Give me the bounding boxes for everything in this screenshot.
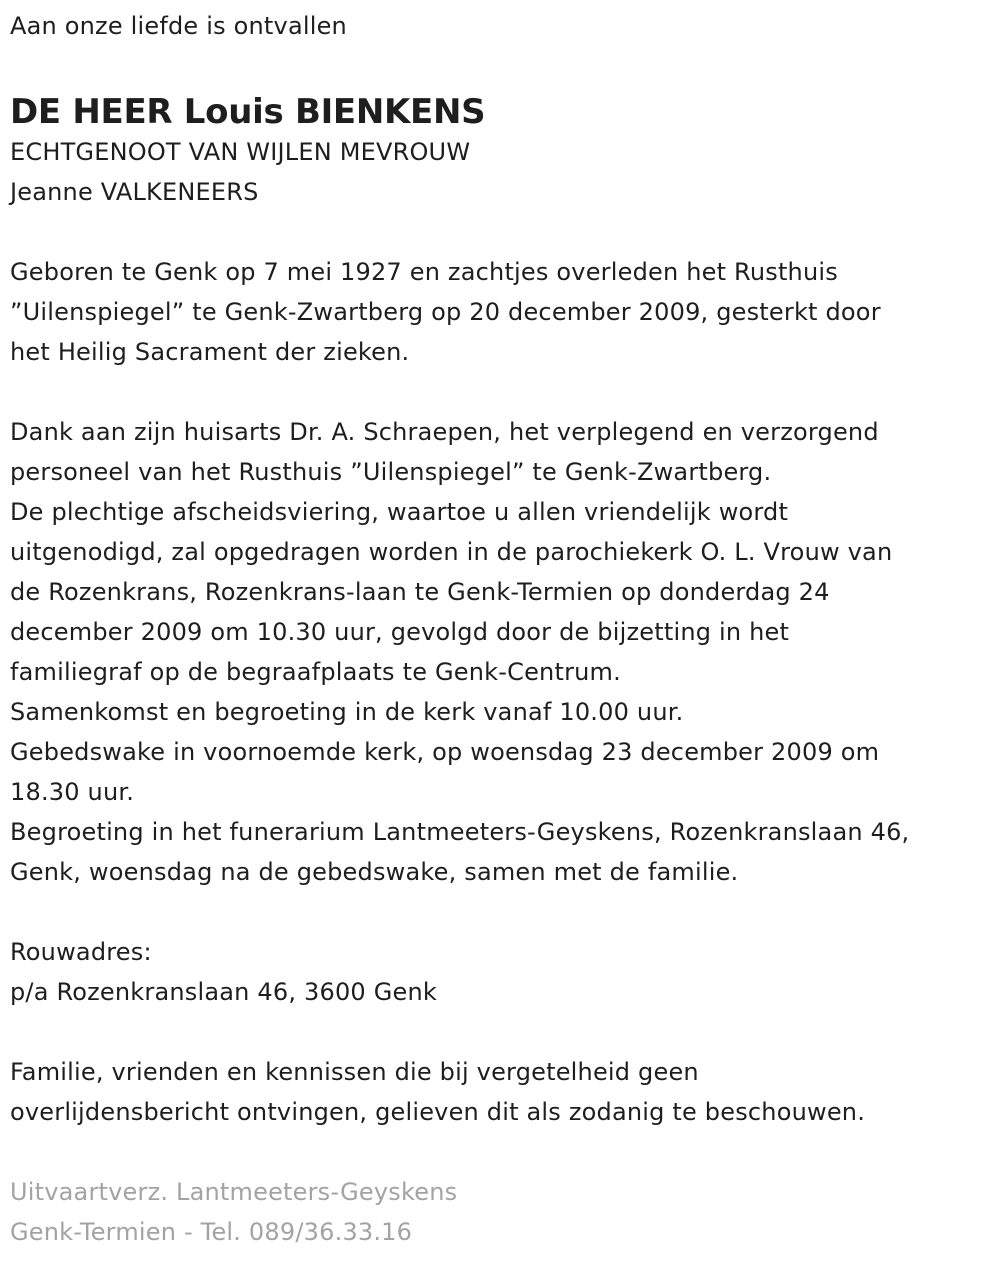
- spacer: [10, 892, 995, 932]
- paragraph-line: familiegraf op de begraafplaats te Genk-Centrum.: [10, 658, 621, 686]
- spacer: [10, 1132, 995, 1172]
- paragraph-line: Familie, vrienden en kennissen die bij vergetelheid geen: [10, 1058, 699, 1086]
- spacer: [10, 372, 995, 412]
- paragraph-line: het Heilig Sacrament der zieken.: [10, 338, 410, 366]
- funeral-home-contact: Genk-Termien - Tel. 089/36.33.16: [10, 1218, 413, 1246]
- spacer: [10, 1012, 995, 1052]
- paragraph-line: de Rozenkrans, Rozenkrans-laan te Genk-Termien op donderdag 24: [10, 578, 830, 606]
- obituary-notice: [10, 0, 995, 1252]
- paragraph-line: Geboren te Genk op 7 mei 1927 en zachtjes overleden het Rusthuis: [10, 258, 838, 286]
- mourning-address: [10, 932, 995, 1012]
- paragraph-line: personeel van het Rusthuis ”Uilenspiegel” te Genk-Zwartberg.: [10, 458, 772, 486]
- paragraph-line: uitgenodigd, zal opgedragen worden in de parochiekerk O. L. Vrouw van: [10, 538, 893, 566]
- intro-text: Aan onze liefde is ontvallen: [10, 12, 347, 40]
- paragraph-line: overlijdensbericht ontvingen, gelieven dit als zodanig te beschouwen.: [10, 1098, 866, 1126]
- mourning-address-value: p/a Rozenkranslaan 46, 3600 Genk: [10, 978, 437, 1006]
- paragraph-line: Gebedswake in voornoemde kerk, op woensdag 23 december 2009 om: [10, 738, 880, 766]
- relation-line: ECHTGENOOT VAN WIJLEN MEVROUW: [10, 138, 471, 166]
- paragraph-line: ”Uilenspiegel” te Genk-Zwartberg op 20 december 2009, gesterkt door: [10, 298, 881, 326]
- deceased-name: DE HEER Louis BIENKENS: [10, 92, 486, 132]
- spacer: [10, 212, 995, 252]
- paragraph-line: Genk, woensdag na de gebedswake, samen met de familie.: [10, 858, 739, 886]
- paragraph-line: Dank aan zijn huisarts Dr. A. Schraepen, het verplegend en verzorgend: [10, 418, 879, 446]
- birth-death-paragraph: [10, 252, 995, 372]
- funeral-home-name: Uitvaartverz. Lantmeeters-Geyskens: [10, 1178, 458, 1206]
- arrangements-paragraph: [10, 412, 995, 892]
- paragraph-line: 18.30 uur.: [10, 778, 135, 806]
- funeral-home-footer: [10, 1172, 995, 1252]
- spouse-name: Jeanne VALKENEERS: [10, 178, 259, 206]
- mourning-address-label: Rouwadres:: [10, 938, 152, 966]
- paragraph-line: december 2009 om 10.30 uur, gevolgd door de bijzetting in het: [10, 618, 790, 646]
- paragraph-line: Samenkomst en begroeting in de kerk vanaf 10.00 uur.: [10, 698, 684, 726]
- paragraph-line: De plechtige afscheidsviering, waartoe u allen vriendelijk wordt: [10, 498, 789, 526]
- paragraph-line: Begroeting in het funerarium Lantmeeters-Geyskens, Rozenkranslaan 46,: [10, 818, 910, 846]
- notice-paragraph: [10, 1052, 995, 1132]
